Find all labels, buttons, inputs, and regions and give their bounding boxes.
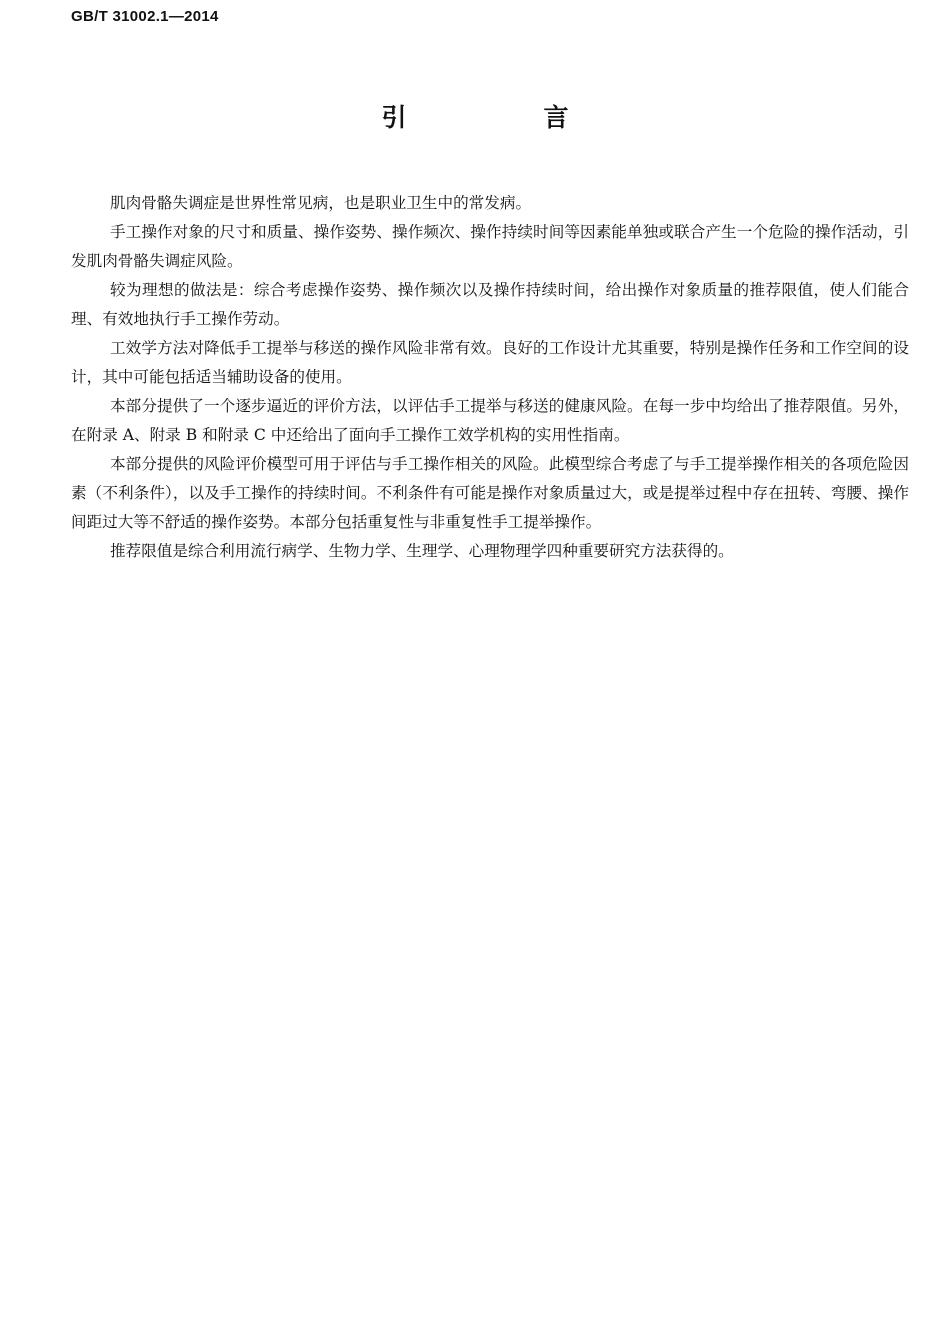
paragraph-3: 较为理想的做法是：综合考虑操作姿势、操作频次以及操作持续时间，给出操作对象质量的推荐限值，使人们能合理、有效地执行手工操作劳动。 [71, 281, 909, 328]
standard-code: GB/T 31002.1—2014 [71, 8, 219, 25]
paragraph-5: 本部分提供了一个逐步逼近的评价方法，以评估手工提举与移送的健康风险。在每一步中均给出了推荐限值。另外，在附录 A、附录 B 和附录 C 中还给出了面向手工操作工效学机构的实用性指南。 [71, 397, 909, 444]
paragraph-1: 肌肉骨骼失调症是世界性常见病，也是职业卫生中的常发病。 [110, 194, 532, 212]
paragraph-7: 推荐限值是综合利用流行病学、生物力学、生理学、心理物理学四种重要研究方法获得的。 [110, 542, 734, 560]
page-title: 引 言 [381, 103, 625, 132]
paragraph-6: 本部分提供的风险评价模型可用于评估与手工操作相关的风险。此模型综合考虑了与手工提举操作相关的各项危险因素（不利条件），以及手工操作的持续时间。不利条件有可能是操作对象质量过大，或是提举过程中存在扭转、弯腰、操作间距过大等不舒适的操作姿势。本部分包括重复性与非重复性手工提举操作。 [71, 455, 909, 531]
document-body [71, 189, 909, 566]
paragraph-2: 手工操作对象的尺寸和质量、操作姿势、操作频次、操作持续时间等因素能单独或联合产生一个危险的操作活动，引发肌肉骨骼失调症风险。 [71, 223, 909, 270]
paragraph-4: 工效学方法对降低手工提举与移送的操作风险非常有效。良好的工作设计尤其重要，特别是操作任务和工作空间的设计，其中可能包括适当辅助设备的使用。 [71, 339, 909, 386]
